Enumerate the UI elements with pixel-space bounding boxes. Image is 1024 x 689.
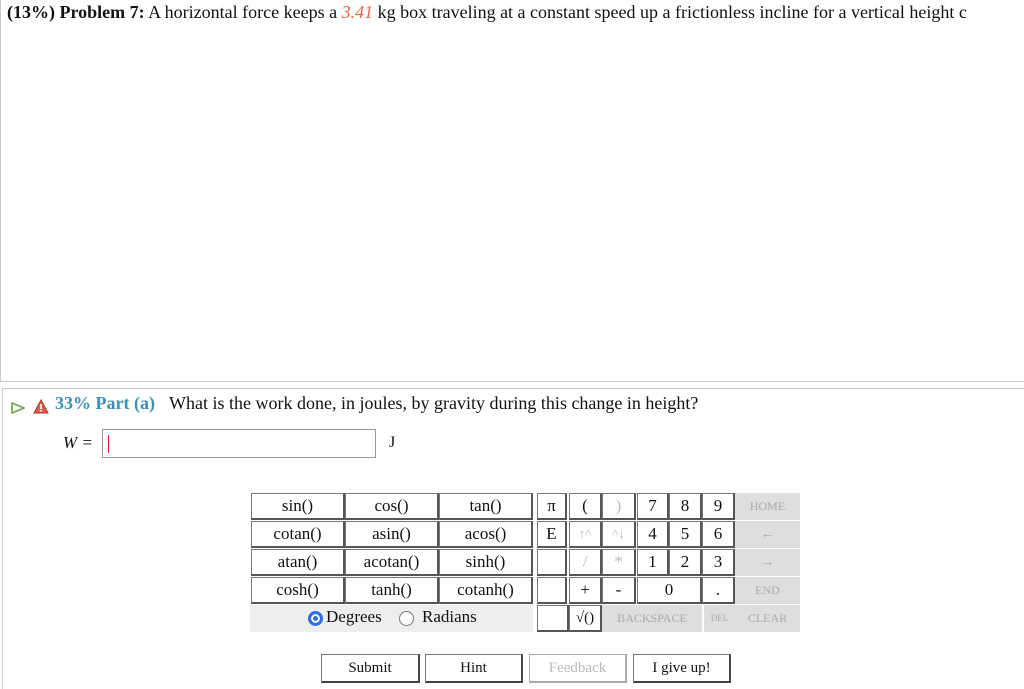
- problem-statement: [7, 2, 967, 23]
- cursor-left-key[interactable]: ←: [735, 521, 800, 548]
- tan-button[interactable]: tan(): [439, 493, 533, 520]
- radians-label: Radians: [422, 607, 477, 626]
- sinh-button[interactable]: sinh(): [439, 549, 533, 576]
- expand-triangle-icon[interactable]: [11, 402, 25, 414]
- variable-label: W =: [63, 433, 93, 452]
- acos-button[interactable]: acos(): [439, 521, 533, 548]
- part-weight: 33%: [55, 393, 91, 413]
- part-name: Part (a): [95, 393, 155, 413]
- blank-key-2[interactable]: [537, 577, 567, 604]
- clear-key[interactable]: CLEAR: [735, 605, 800, 632]
- atan-button[interactable]: atan(): [251, 549, 345, 576]
- sin-button[interactable]: sin(): [251, 493, 345, 520]
- problem-text-after: kg box traveling at a constant speed up a frictionless incline for a vertical height c: [377, 2, 967, 22]
- unit-label: J: [389, 434, 396, 451]
- divide-key[interactable]: /: [569, 549, 602, 576]
- submit-button[interactable]: Submit: [321, 654, 420, 683]
- up-exponent-key[interactable]: ↑^: [569, 521, 602, 548]
- digit-6-key[interactable]: 6: [702, 521, 735, 548]
- problem-mass-value: 3.41: [341, 2, 374, 22]
- cotanh-button[interactable]: cotanh(): [439, 577, 533, 604]
- minus-key[interactable]: -: [602, 577, 636, 604]
- text-caret: [108, 435, 109, 453]
- answer-input[interactable]: [102, 429, 376, 458]
- digit-4-key[interactable]: 4: [637, 521, 669, 548]
- hint-button[interactable]: Hint: [425, 654, 523, 683]
- part-label: [55, 393, 155, 414]
- blank-key[interactable]: [537, 549, 567, 576]
- feedback-button[interactable]: Feedback: [529, 654, 627, 683]
- open-paren-key[interactable]: (: [569, 493, 602, 520]
- digit-2-key[interactable]: 2: [669, 549, 702, 576]
- give-up-button[interactable]: I give up!: [633, 654, 731, 683]
- close-paren-key[interactable]: ): [602, 493, 636, 520]
- decimal-key[interactable]: .: [702, 577, 735, 604]
- angle-mode-selector: [250, 605, 533, 632]
- problem-label: Problem 7:: [59, 2, 145, 22]
- down-exponent-key[interactable]: ^↓: [602, 521, 636, 548]
- cos-button[interactable]: cos(): [345, 493, 439, 520]
- cotan-button[interactable]: cotan(): [251, 521, 345, 548]
- sqrt-key[interactable]: √(): [569, 605, 602, 632]
- part-question: What is the work done, in joules, by gravity during this change in height?: [169, 393, 699, 413]
- tanh-button[interactable]: tanh(): [345, 577, 439, 604]
- blank-key-3[interactable]: [537, 605, 569, 632]
- radians-radio[interactable]: [399, 611, 414, 626]
- problem-weight: (13%): [7, 2, 55, 22]
- digit-8-key[interactable]: 8: [669, 493, 702, 520]
- delete-key[interactable]: DEL: [704, 605, 735, 632]
- degrees-radio[interactable]: [308, 611, 323, 626]
- digit-5-key[interactable]: 5: [669, 521, 702, 548]
- multiply-key[interactable]: *: [602, 549, 636, 576]
- home-key[interactable]: HOME: [735, 493, 800, 520]
- cursor-right-key[interactable]: →: [735, 549, 800, 576]
- acotan-button[interactable]: acotan(): [345, 549, 439, 576]
- digit-9-key[interactable]: 9: [702, 493, 735, 520]
- e-key[interactable]: E: [537, 521, 567, 548]
- backspace-key[interactable]: BACKSPACE: [602, 605, 702, 632]
- cosh-button[interactable]: cosh(): [251, 577, 345, 604]
- digit-3-key[interactable]: 3: [702, 549, 735, 576]
- end-key[interactable]: END: [735, 577, 800, 604]
- problem-text-before: A horizontal force keeps a: [148, 2, 338, 22]
- pi-key[interactable]: π: [537, 493, 567, 520]
- digit-0-key[interactable]: 0: [637, 577, 702, 604]
- degrees-label: Degrees: [326, 607, 382, 626]
- plus-key[interactable]: +: [569, 577, 602, 604]
- asin-button[interactable]: asin(): [345, 521, 439, 548]
- digit-7-key[interactable]: 7: [637, 493, 669, 520]
- digit-1-key[interactable]: 1: [637, 549, 669, 576]
- warning-icon: [33, 399, 49, 414]
